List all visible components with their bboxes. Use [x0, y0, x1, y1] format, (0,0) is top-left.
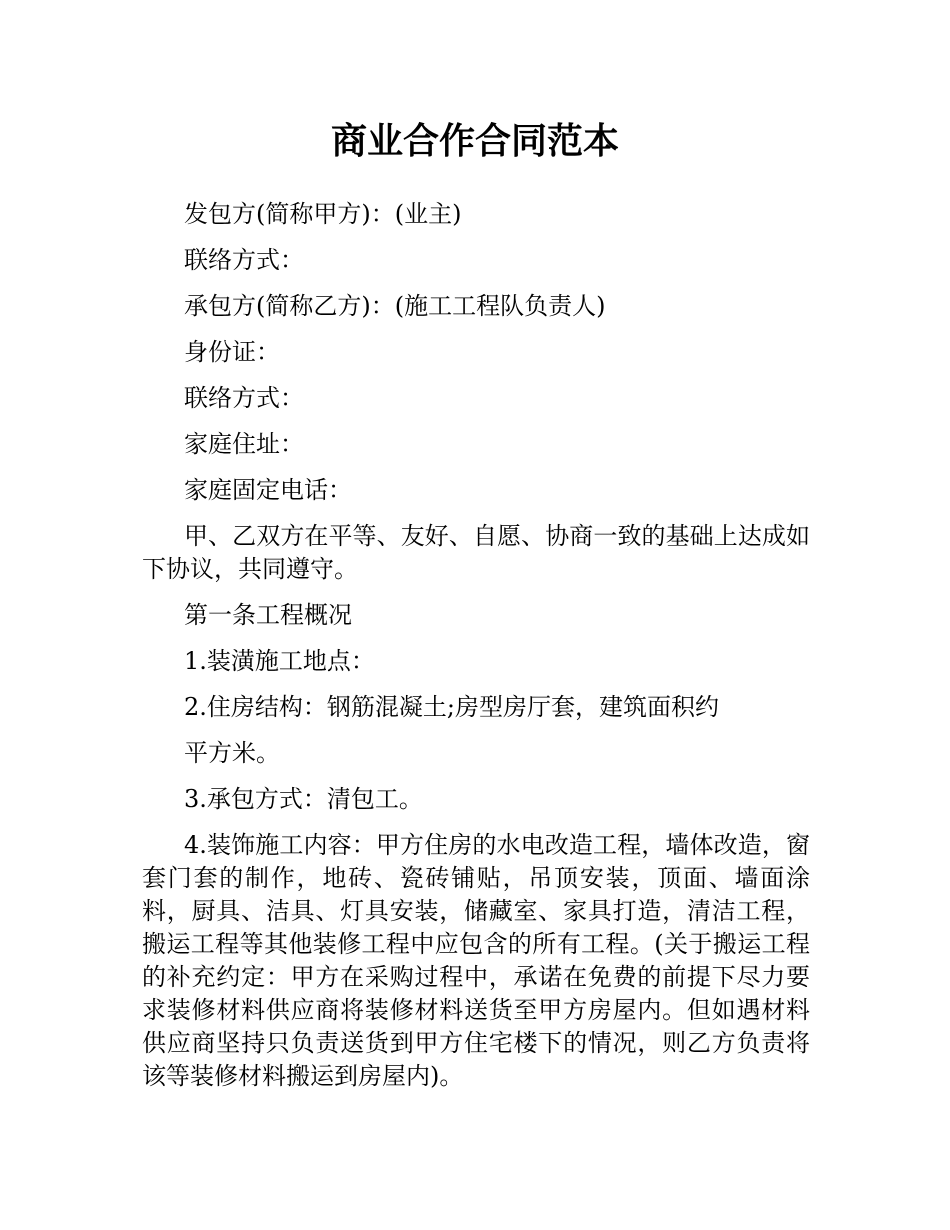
clause-area-unit: 平方米。	[184, 739, 280, 767]
party-a-contact: 联络方式：	[184, 246, 304, 274]
party-b-label: 承包方(简称乙方)：(施工工程队负责人)	[184, 292, 606, 320]
party-b-contact: 联络方式：	[184, 384, 304, 412]
clause-work-content: 4.装饰施工内容：甲方住房的水电改造工程，墙体改造，窗套门套的制作，地砖、瓷砖铺贴，吊顶安装，顶面、墙面涂料，厨具、洁具、灯具安装，储藏室、家具打造，清洁工程，搬运工程等其他装修工程中应包含的所有工程。(关于搬运工程的补充约定：甲方在采购过程中，承诺在免费的前提下尽力要求装修材料供应商将装修材料送货至甲方房屋内。但如遇材料供应商坚持只负责送货到甲方住宅楼下的情况，则乙方负责将该等装修材料搬运到房屋内)。	[142, 831, 810, 1090]
document-title: 商业合作合同范本	[330, 121, 619, 162]
party-b-id: 身份证：	[184, 338, 280, 366]
party-b-address: 家庭住址：	[184, 430, 304, 458]
clause-structure: 2.住房结构：钢筋混凝土;房型房厅套，建筑面积约	[184, 693, 719, 721]
article-one-heading: 第一条工程概况	[184, 601, 352, 629]
clause-contract-method: 3.承包方式：清包工。	[184, 785, 423, 813]
agreement-intro: 甲、乙双方在平等、友好、自愿、协商一致的基础上达成如下协议，共同遵守。	[142, 522, 810, 583]
clause-location: 1.装潢施工地点：	[184, 647, 375, 675]
document-body	[142, 198, 810, 1106]
party-a-label: 发包方(简称甲方)：(业主)	[184, 200, 462, 228]
party-b-phone: 家庭固定电话：	[184, 476, 352, 504]
